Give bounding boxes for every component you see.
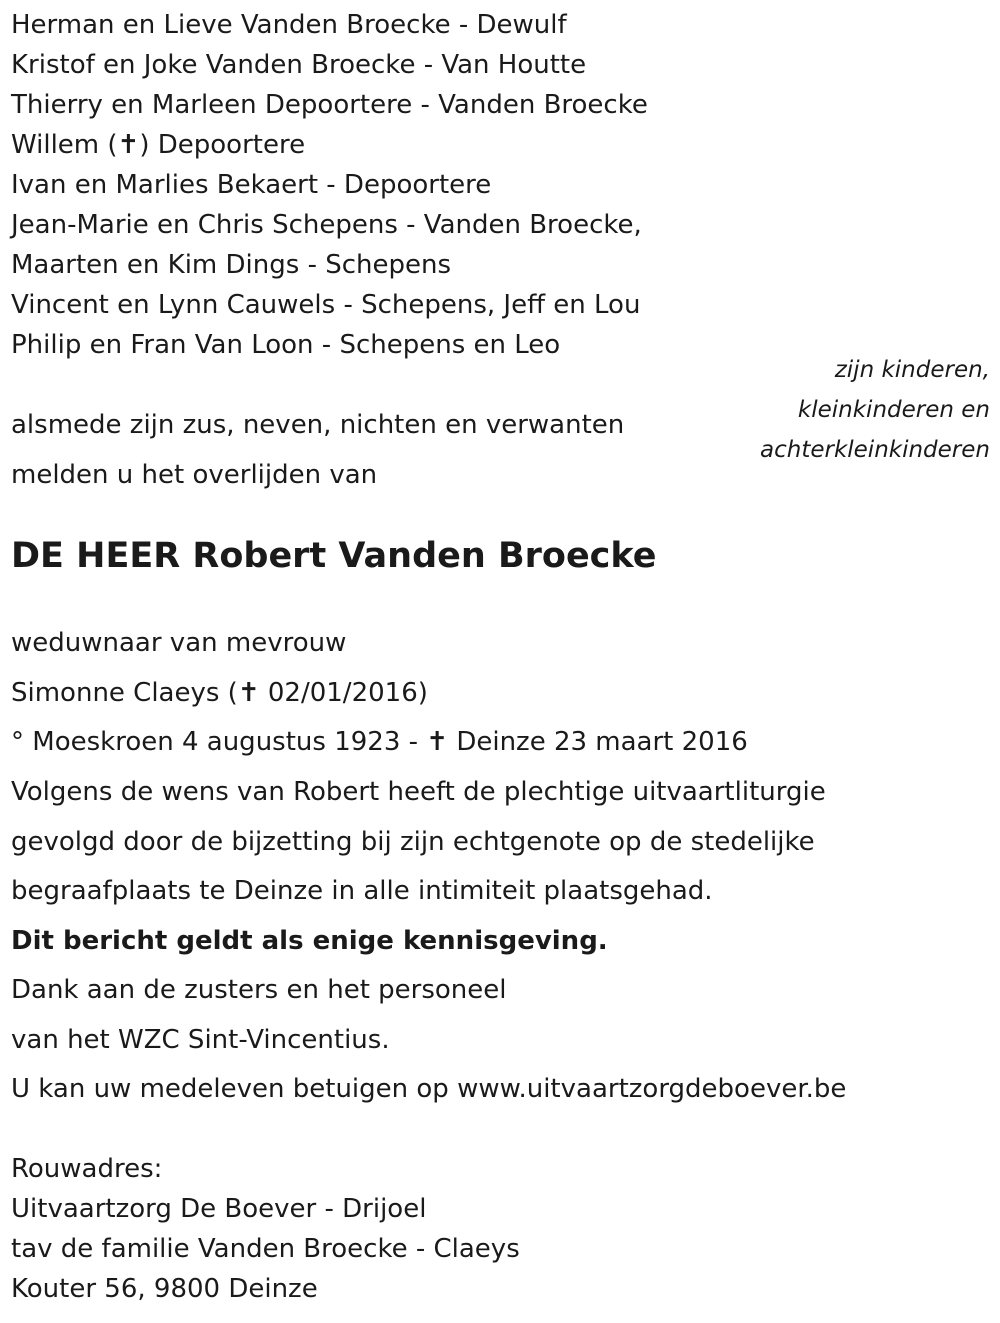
address-line: Uitvaartzorg De Boever - Drijoel bbox=[11, 1194, 427, 1224]
family-line: Vincent en Lynn Cauwels - Schepens, Jeff en Lou bbox=[11, 290, 641, 320]
thanks-line: van het WZC Sint-Vincentius. bbox=[11, 1025, 390, 1055]
thanks-line: Dank aan de zusters en het personeel bbox=[11, 975, 507, 1005]
relation-line: zijn kinderen, bbox=[834, 357, 990, 383]
family-line: Jean-Marie en Chris Schepens - Vanden Broecke, bbox=[11, 210, 642, 240]
family-line: Ivan en Marlies Bekaert - Depoortere bbox=[11, 170, 492, 200]
relation-note bbox=[760, 350, 990, 470]
family-line: Maarten en Kim Dings - Schepens bbox=[11, 250, 452, 280]
spouse-line: Simonne Claeys (✝ 02/01/2016) bbox=[11, 678, 428, 708]
family-line: Herman en Lieve Vanden Broecke - Dewulf bbox=[11, 10, 567, 40]
notice-line: Dit bericht geldt als enige kennisgeving. bbox=[11, 926, 608, 956]
family-line: Kristof en Joke Vanden Broecke - Van Houtte bbox=[11, 50, 587, 80]
family-line: Philip en Fran Van Loon - Schepens en Leo bbox=[11, 330, 561, 360]
widower-line: weduwnaar van mevrouw bbox=[11, 628, 347, 658]
address-line: Kouter 56, 9800 Deinze bbox=[11, 1274, 318, 1304]
relation-line: achterkleinkinderen bbox=[760, 437, 990, 463]
ceremony-line: Volgens de wens van Robert heeft de plechtige uitvaartliturgie bbox=[11, 777, 826, 807]
also-line: alsmede zijn zus, neven, nichten en verwanten bbox=[11, 410, 625, 440]
ceremony-line: begraafplaats te Deinze in alle intimiteit plaatsgehad. bbox=[11, 876, 713, 906]
birth-death-line: ° Moeskroen 4 augustus 1923 - ✝ Deinze 23 maart 2016 bbox=[11, 727, 748, 757]
family-line: Willem (✝) Depoortere bbox=[11, 130, 306, 160]
family-line: Thierry en Marleen Depoortere - Vanden Broecke bbox=[11, 90, 648, 120]
deceased-name: DE HEER Robert Vanden Broecke bbox=[11, 536, 657, 576]
address-line: tav de familie Vanden Broecke - Claeys bbox=[11, 1234, 520, 1264]
ceremony-line: gevolgd door de bijzetting bij zijn echtgenote op de stedelijke bbox=[11, 827, 815, 857]
address-label: Rouwadres: bbox=[11, 1154, 163, 1184]
announce-line: melden u het overlijden van bbox=[11, 460, 378, 490]
condolence-line: U kan uw medeleven betuigen op www.uitvaartzorgdeboever.be bbox=[11, 1074, 847, 1104]
relation-line: kleinkinderen en bbox=[797, 397, 990, 423]
